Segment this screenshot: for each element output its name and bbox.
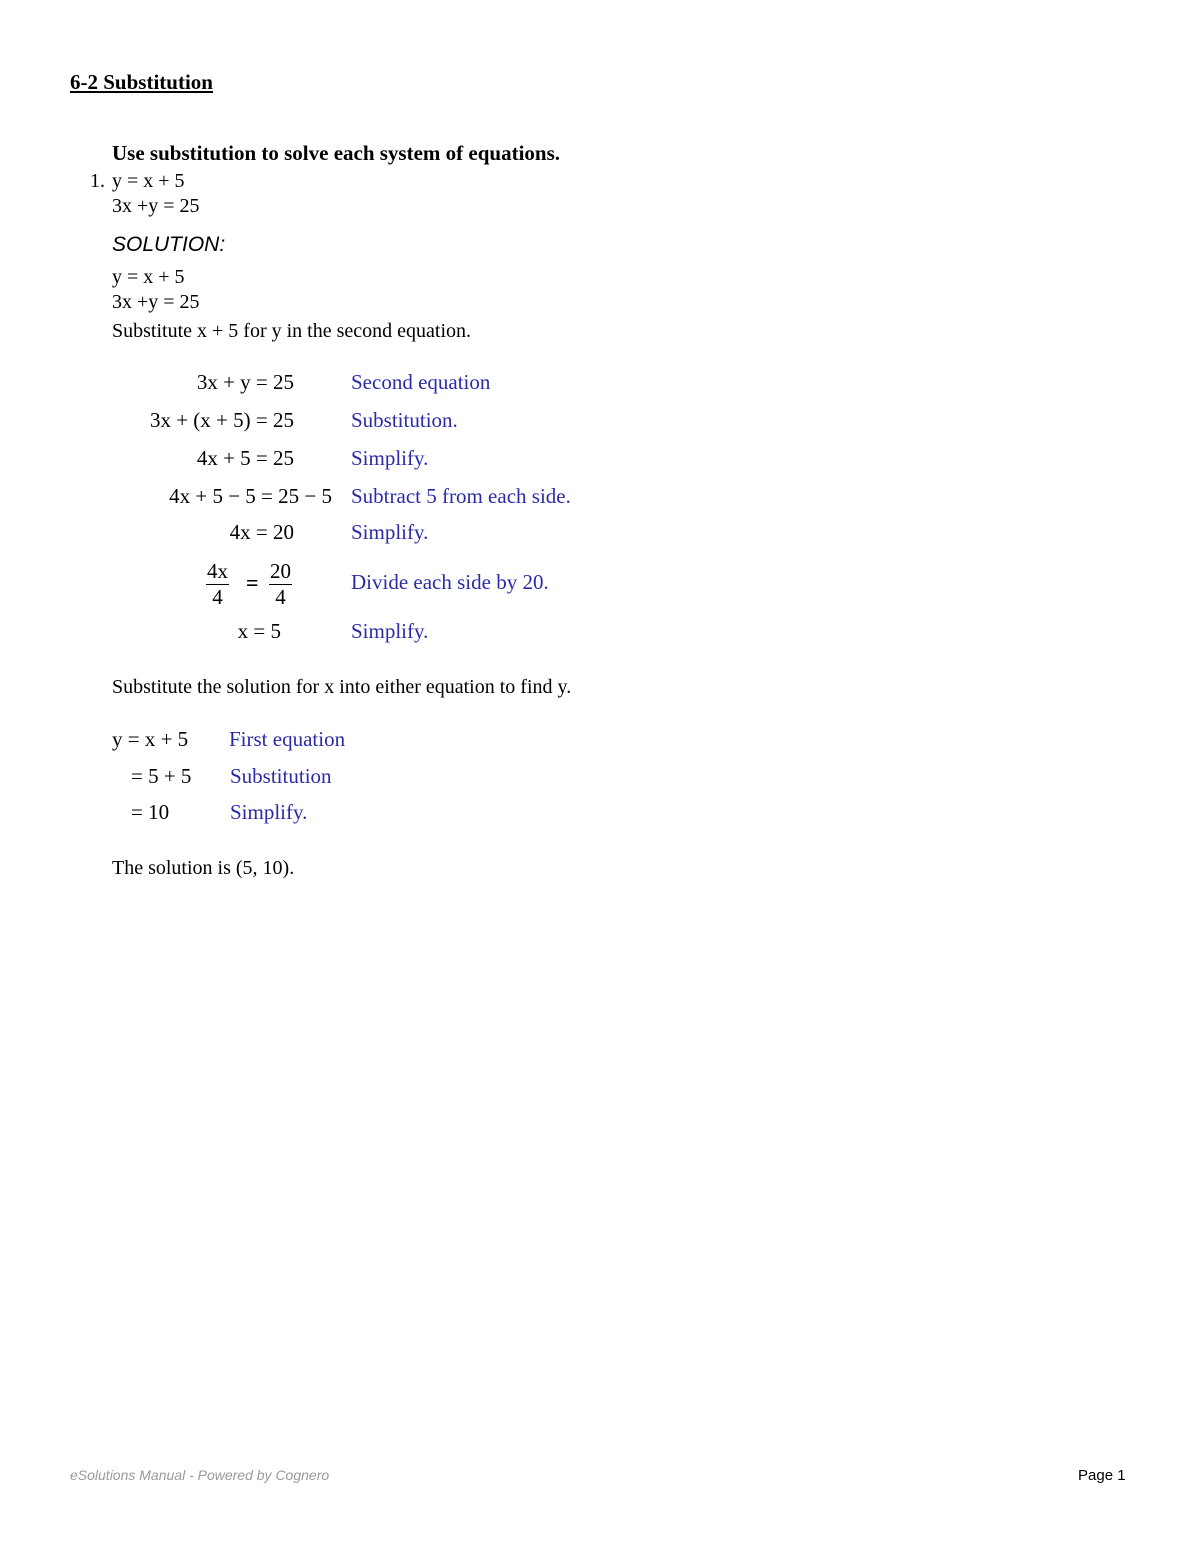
step-y-3-note: Simplify. — [230, 800, 308, 824]
fraction-left-denominator: 4 — [212, 585, 223, 609]
step-x-5-note: Simplify. — [351, 520, 429, 544]
fraction-right-numerator: 20 — [270, 559, 291, 583]
problem-equation-1: y = x + 5 — [112, 170, 185, 192]
step-x-1-note: Second equation — [351, 370, 491, 394]
fraction-equals-sign: = — [246, 570, 259, 595]
step-x-2-note: Substitution. — [351, 408, 458, 432]
page-title: 6-2 Substitution — [70, 70, 213, 94]
substitute-instruction: Substitute x + 5 for y in the second equation. — [112, 320, 472, 342]
step-y-1-note: First equation — [229, 727, 346, 751]
step-x-1-math: 3x + y = 25 — [196, 370, 294, 394]
step-y-3-math: = 10 — [131, 800, 170, 824]
step-x-4-note: Subtract 5 from each side. — [351, 484, 571, 508]
step-x-5-math: 4x = 20 — [229, 520, 294, 544]
step-x-7-note: Simplify. — [351, 619, 429, 643]
step-x-3-math: 4x + 5 = 25 — [196, 446, 294, 470]
step-x-7-math: x = 5 — [237, 619, 281, 643]
footer-page-number: Page 1 — [1078, 1467, 1126, 1484]
step-y-2-math: = 5 + 5 — [131, 764, 192, 788]
step-y-2-note: Substitution — [230, 764, 332, 788]
fraction-left — [206, 559, 229, 610]
problem-equation-2: 3x +y = 25 — [112, 195, 200, 217]
restated-equation-2: 3x +y = 25 — [112, 291, 200, 313]
problem-number: 1. — [90, 170, 105, 192]
fraction-right-denominator: 4 — [275, 585, 286, 609]
instructions: Use substitution to solve each system of equations. — [112, 141, 561, 165]
fraction-left-numerator: 4x — [207, 559, 228, 583]
restated-equation-1: y = x + 5 — [112, 266, 185, 288]
step-y-1-math: y = x + 5 — [112, 727, 189, 751]
step-x-4-math: 4x + 5 − 5 = 25 − 5 — [169, 484, 332, 508]
fraction-right — [269, 559, 292, 610]
find-y-instruction: Substitute the solution for x into either equation to find y. — [112, 676, 572, 698]
step-x-2-math: 3x + (x + 5) = 25 — [149, 408, 294, 432]
step-x-3-note: Simplify. — [351, 446, 429, 470]
step-x-6-note: Divide each side by 20. — [351, 570, 549, 594]
footer-publisher: eSolutions Manual - Powered by Cognero — [70, 1467, 330, 1483]
conclusion: The solution is (5, 10). — [112, 857, 295, 879]
solution-label: SOLUTION: — [112, 233, 226, 256]
